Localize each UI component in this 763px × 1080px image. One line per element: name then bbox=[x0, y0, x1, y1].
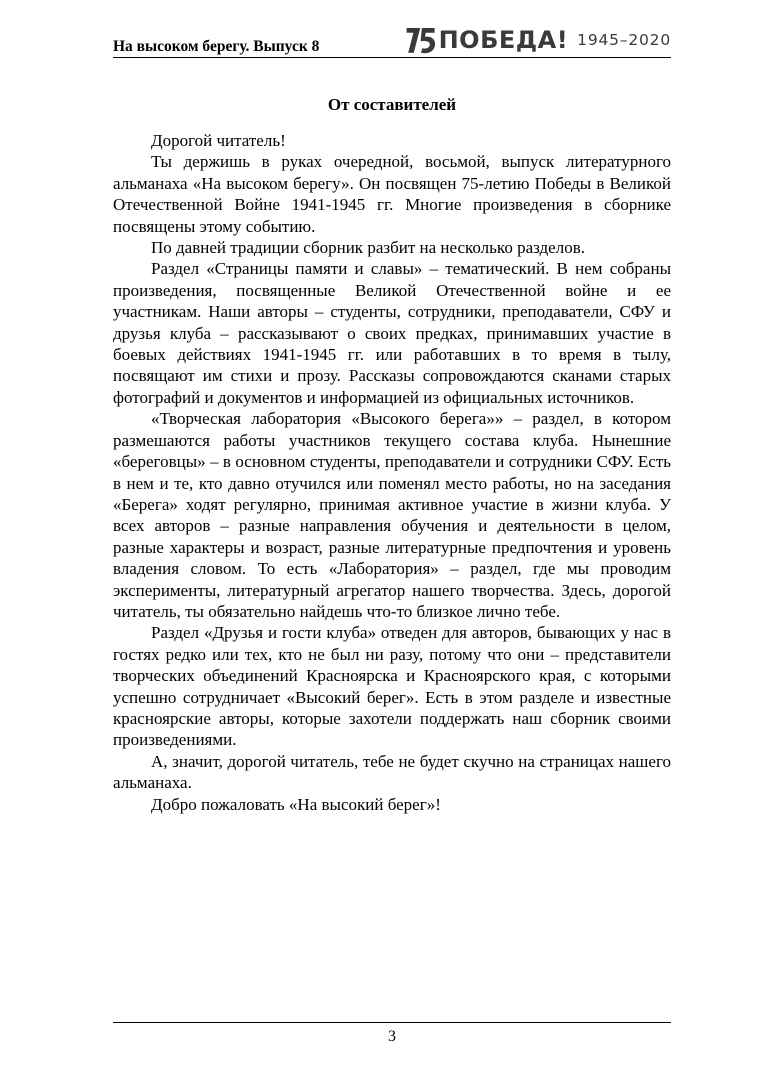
header-divider bbox=[113, 57, 671, 58]
logo-word: ПОБЕДА! bbox=[438, 26, 569, 54]
paragraph-laboratory-section: «Творческая лаборатория «Высокого берега»» – раздел, в котором размешаются работы участников текущего состава клуба. Нынешние «береговцы» – в основном студенты, преподаватели и сотрудники СФУ. Есть в нем и те, кто давно отучился или поменял место работы, но на заседания «Берега» ходят регулярно, принимая активное участие в жизни клуба. У всех авторов – разные направления обучения и деятельности в целом, разные характеры и возраст, разные литературные предпочтения и уровень владения словом. То есть «Лаборатория» – раздел, где мы проводим эксперименты, литературный агрегатор нашего творчества. Здесь, дорогой читатель, ты обязательно найдешь что-то близкое лично тебе. bbox=[113, 409, 671, 621]
footer-divider bbox=[113, 1022, 671, 1023]
victory-75-logo bbox=[405, 23, 671, 57]
page-header bbox=[113, 22, 671, 60]
logo-years: 1945–2020 bbox=[577, 31, 671, 49]
paragraph-intro: Ты держишь в руках очередной, восьмой, выпуск литературного альманаха «На высоком берегу». Он посвящен 75-летию Победы в Великой Отечественной Войне 1941-1945 гг. Многие произведения в сборнике посвящены этому событию. bbox=[113, 152, 671, 236]
page-number: 3 bbox=[388, 1028, 396, 1045]
body-text bbox=[113, 130, 671, 815]
victory-75-logo-mark bbox=[405, 24, 437, 56]
paragraph-welcome: Добро пожаловать «На высокий берег»! bbox=[151, 794, 441, 814]
paragraph-greeting: Дорогой читатель! bbox=[151, 131, 286, 150]
running-title: На высоком берегу. Выпуск 8 bbox=[113, 38, 320, 55]
paragraph-memory-section: Раздел «Страницы памяти и славы» – тематический. В нем собраны произведения, посвященные Великой Отечественной войне и ее участникам. Наши авторы – студенты, сотрудники, преподаватели, СФУ и друзья клуба – рассказывают о своих предках, принимавших участие в боевых действиях 1941-1945 гг. или работавших в то время в тылу, посвящают им стихи и прозу. Рассказы сопровождаются сканами старых фотографий и документов и информацией из официальных источников. bbox=[113, 259, 671, 407]
paragraph-friends-section: Раздел «Друзья и гости клуба» отведен для авторов, бывающих у нас в гостях редко или тех, кто не был ни разу, потому что они – представители творческих объединений Красноярска и Красноярского края, с которыми успешно сотрудничает «Высокий берег». Есть в этом разделе и известные красноярские авторы, которые захотели поддержать наш сборник своими произведениями. bbox=[113, 623, 671, 750]
page-title: От составителей bbox=[327, 95, 457, 114]
paragraph-tradition: По давней традиции сборник разбит на несколько разделов. bbox=[151, 238, 585, 258]
paragraph-conclusion: А, значит, дорогой читатель, тебе не будет скучно на страницах нашего альманаха. bbox=[113, 751, 671, 793]
